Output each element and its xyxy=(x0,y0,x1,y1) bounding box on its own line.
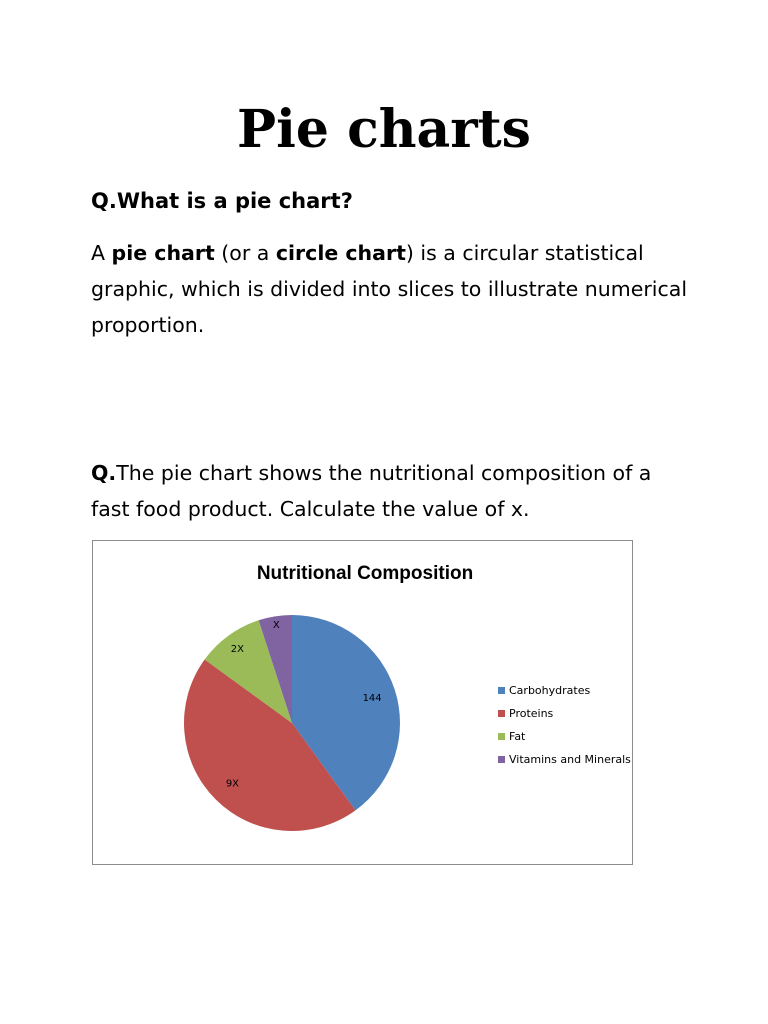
page-title: Pie charts xyxy=(237,99,531,160)
question-what-is-pie-chart: Q.What is a pie chart? xyxy=(91,189,353,213)
definition-paragraph xyxy=(91,235,691,343)
nutrition-chart xyxy=(92,540,633,865)
question-calculate-x xyxy=(91,455,691,527)
legend-swatch xyxy=(498,756,505,763)
data-label-proteins: 9X xyxy=(225,778,240,790)
legend-label: Vitamins and Minerals xyxy=(509,753,631,766)
legend-swatch xyxy=(498,710,505,717)
definition-text-3: ) is a circular statistical graphic, which is divided into slices to illustrate numerical proportion. xyxy=(91,241,688,337)
pie-slices xyxy=(184,615,400,831)
term-circle-chart: circle chart xyxy=(275,241,406,265)
question-prefix: Q. xyxy=(91,461,117,485)
legend-label: Fat xyxy=(509,730,526,743)
definition-text-1: A xyxy=(91,241,112,265)
legend-item-proteins xyxy=(498,702,631,725)
question-text: The pie chart shows the nutritional composition of a fast food product. Calculate the value of x. xyxy=(91,461,652,521)
chart-legend xyxy=(498,679,631,771)
definition-text-2: (or a xyxy=(214,241,276,265)
legend-item-vitamins-and-minerals xyxy=(498,748,631,771)
chart-title: Nutritional Composition xyxy=(256,563,474,584)
legend-item-fat xyxy=(498,725,631,748)
legend-item-carbohydrates xyxy=(498,679,631,702)
data-label-vitamins-and-minerals: X xyxy=(272,619,280,631)
data-label-carbohydrates: 144 xyxy=(362,692,382,704)
legend-label: Carbohydrates xyxy=(509,684,591,697)
legend-label: Proteins xyxy=(509,707,554,720)
legend-swatch xyxy=(498,687,505,694)
data-label-fat: 2X xyxy=(230,643,245,655)
term-pie-chart: pie chart xyxy=(111,241,215,265)
legend-swatch xyxy=(498,733,505,740)
